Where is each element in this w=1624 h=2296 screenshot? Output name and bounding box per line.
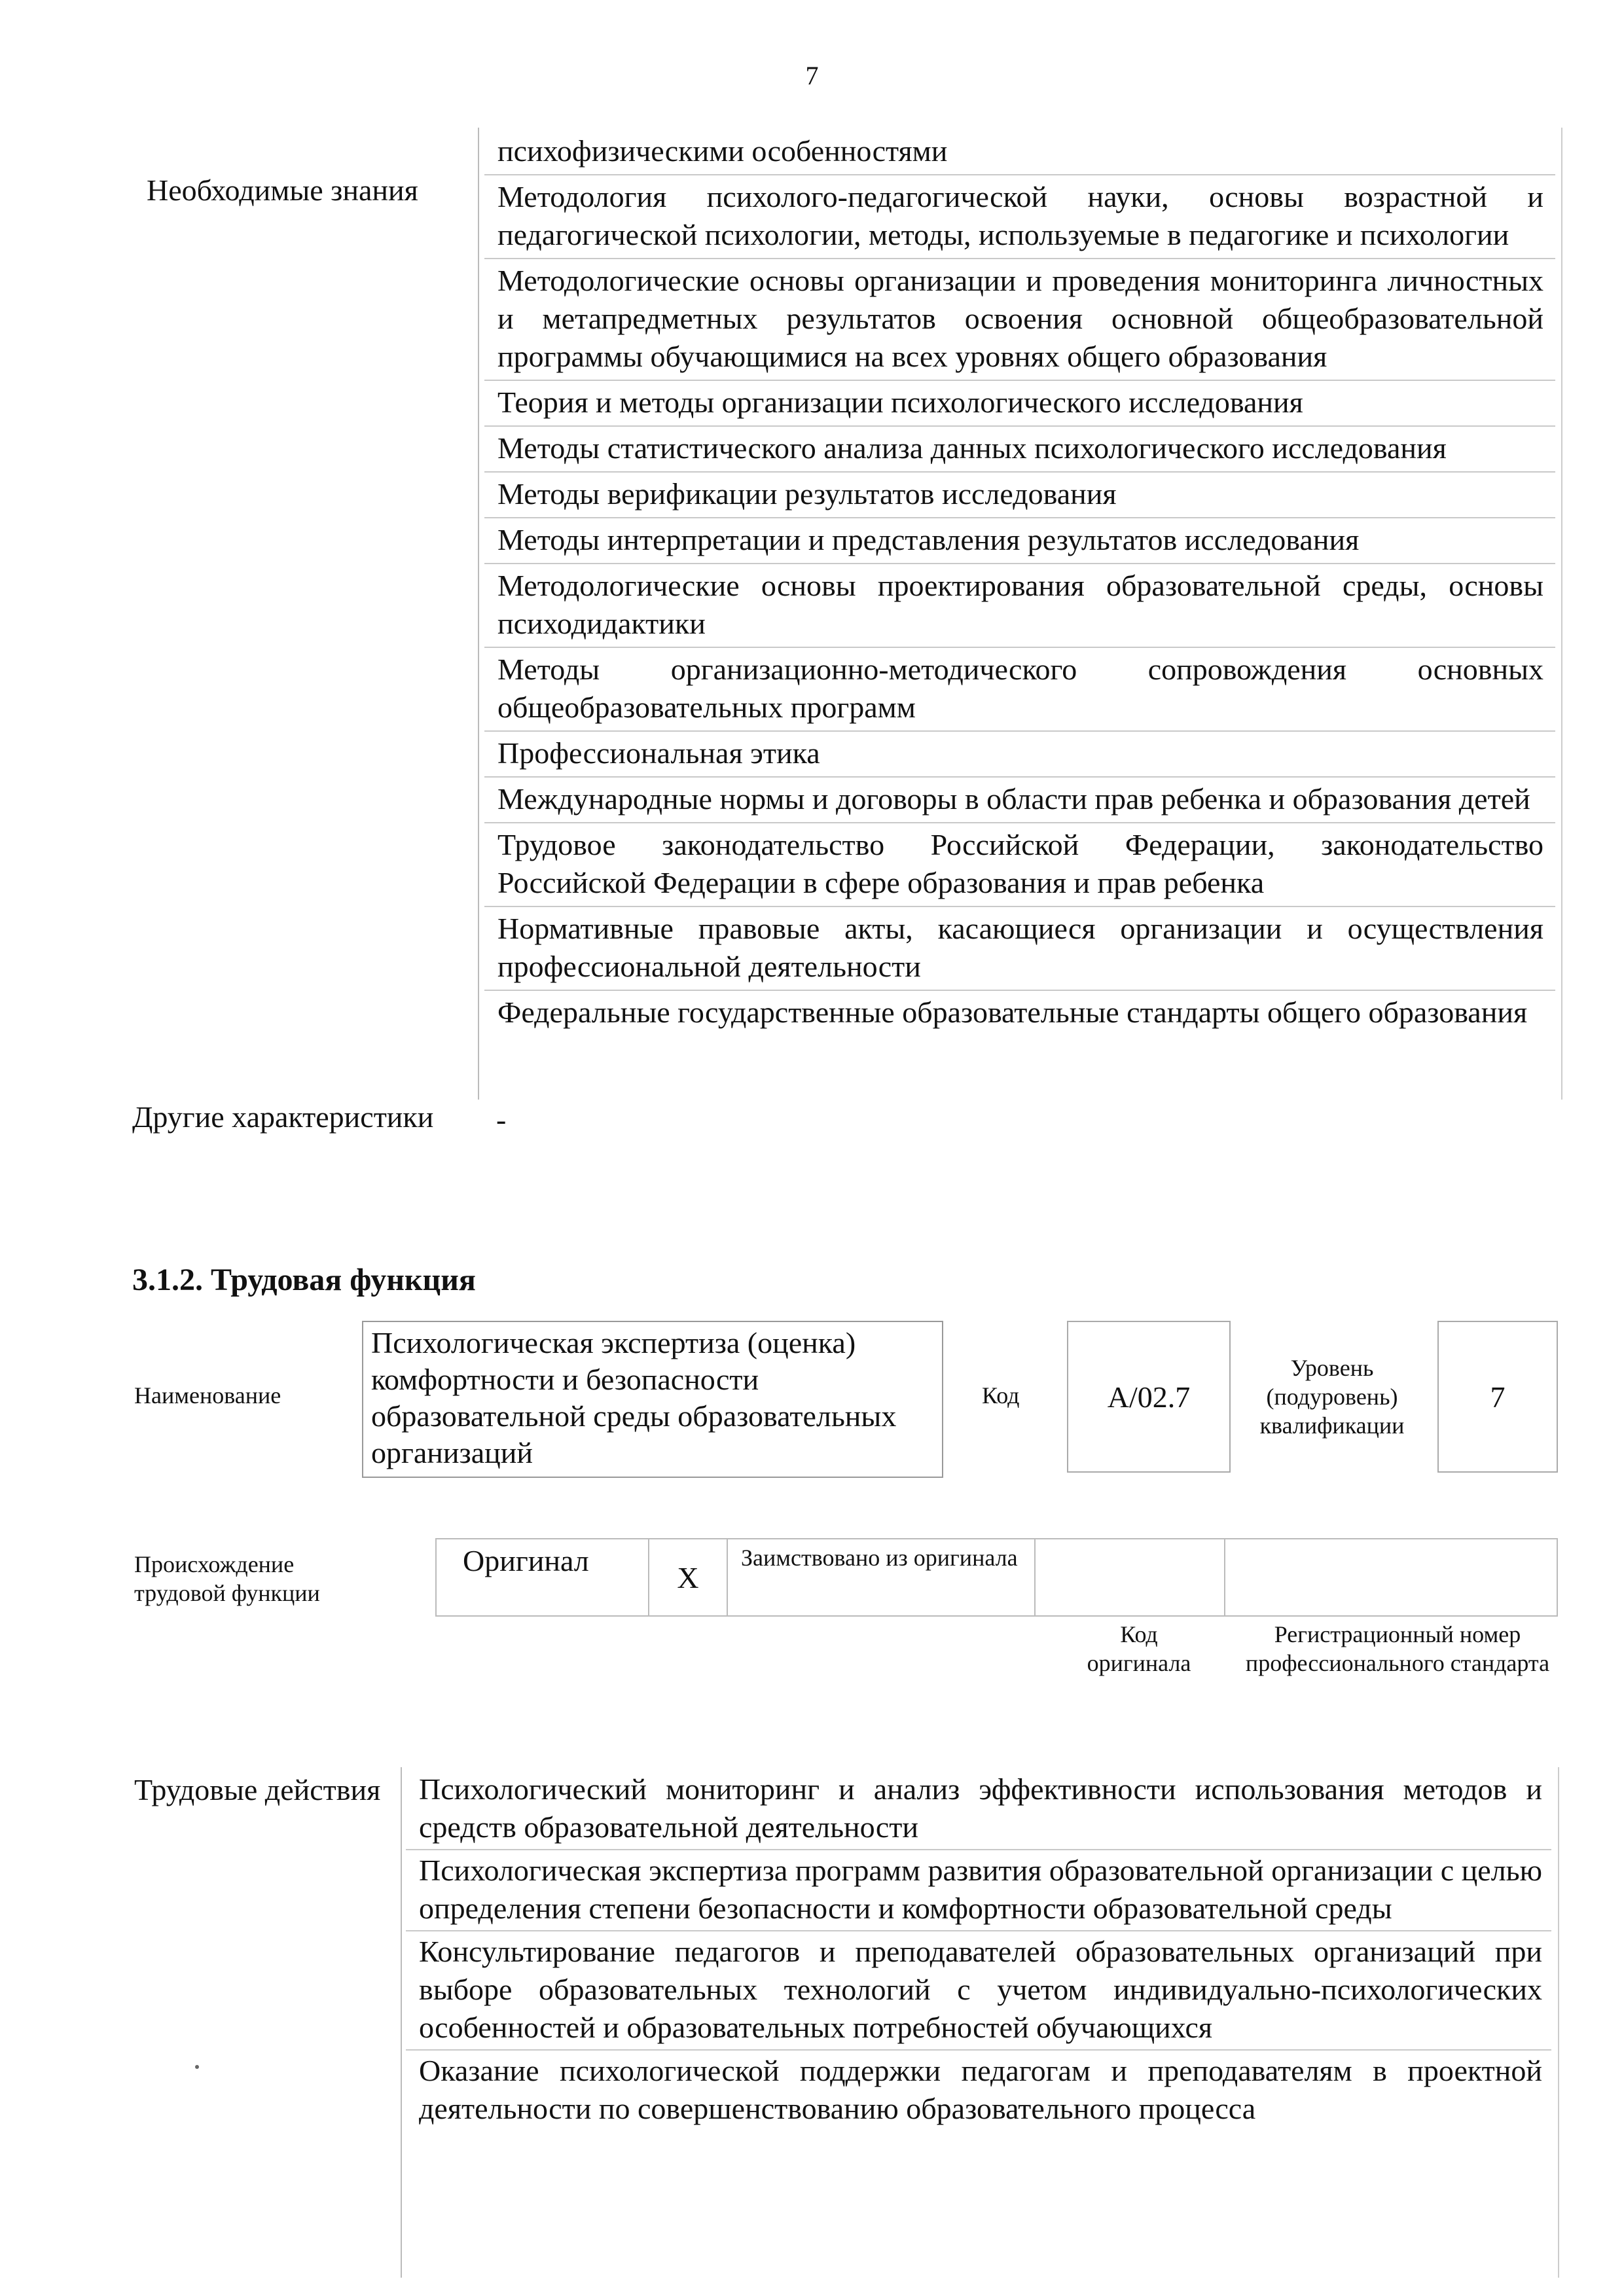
knowledge-item: Методы интерпретации и представления результатов исследования [484,517,1555,563]
origin-code-caption: Код оригинала [1087,1621,1191,1676]
origin-mark: X [649,1539,728,1615]
code-label: Код [982,1382,1020,1408]
knowledge-item: Методы статистического анализа данных психологического исследования [484,425,1555,471]
section-title: 3.1.2. Трудовая функция [132,1263,476,1297]
knowledge-item: психофизическими особенностями [497,134,948,168]
actions-list [406,1769,1551,2130]
knowledge-item: Нормативные правовые акты, касающиеся организации и осуществления профессиональной деятельности [484,906,1555,990]
origin-reg-caption: Регистрационный номер профессионального стандарта [1245,1621,1550,1676]
table-divider [478,128,479,1100]
page-number: 7 [805,61,819,90]
level-label: Уровень (подуровень) квалификации [1259,1355,1405,1439]
origin-code-cell [1036,1539,1225,1615]
knowledge-item: Трудовое законодательство Российской Федерации, законодательство Российской Федерации в сфере образования и прав ребенка [484,822,1555,906]
code-value: А/02.7 [1067,1321,1231,1473]
action-item: Психологический мониторинг и анализ эффективности использования методов и средств образовательной деятельности [419,1772,1542,1844]
origin-original: Оригинал [437,1539,649,1615]
other-value: - [496,1103,507,1136]
origin-label: Происхождение трудовой функции [134,1551,320,1606]
origin-reg-cell [1225,1539,1558,1615]
origin-table [435,1538,1558,1617]
knowledge-item: Международные нормы и договоры в области прав ребенка и образования детей [484,776,1555,822]
knowledge-item: Методы организационно-методического сопровождения основных общеобразовательных программ [484,647,1555,730]
knowledge-item: Профессиональная этика [484,730,1555,776]
knowledge-item: Методология психолого-педагогической науки, основы возрастной и педагогической психологии, методы, используемые в педагогике и психологии [484,174,1555,258]
scan-speck [195,2065,199,2069]
knowledge-item: Методы верификации результатов исследования [484,471,1555,517]
level-value: 7 [1437,1321,1558,1473]
action-item: Консультирование педагогов и преподавателей образовательных организаций при выборе образовательных технологий с учетом индивидуально-психологических особенностей и образовательных потребностей обучающихся [406,1930,1551,2049]
knowledge-item: Федеральные государственные образовательные стандарты общего образования [484,990,1555,1035]
table-divider [401,1767,402,2278]
origin-borrowed: Заимствовано из оригинала [728,1539,1036,1615]
name-label: Наименование [134,1382,281,1408]
knowledge-list [484,130,1555,1035]
knowledge-item: Методологические основы проектирования образовательной среды, основы психодидактики [484,563,1555,647]
knowledge-item: Методологические основы организации и проведения мониторинга личностных и метапредметных результатов освоения основной общеобразовательной программы обучающимися на всех уровнях общего образования [484,258,1555,380]
knowledge-label: Необходимые знания [147,173,418,207]
table-border [1561,128,1562,1100]
actions-label: Трудовые действия [134,1773,381,1806]
action-item: Оказание психологической поддержки педагогам и преподавателям в проектной деятельности по совершенствованию образовательного процесса [406,2049,1551,2130]
name-value: Психологическая экспертиза (оценка) комфортности и безопасности образовательной среды образовательных организаций [362,1321,943,1478]
action-item: Психологическая экспертиза программ развития образовательной организации с целью определения степени безопасности и комфортности образовательной среды [406,1849,1551,1930]
table-border [1558,1767,1559,2278]
knowledge-item: Теория и методы организации психологического исследования [484,380,1555,425]
other-label: Другие характеристики [132,1100,434,1134]
